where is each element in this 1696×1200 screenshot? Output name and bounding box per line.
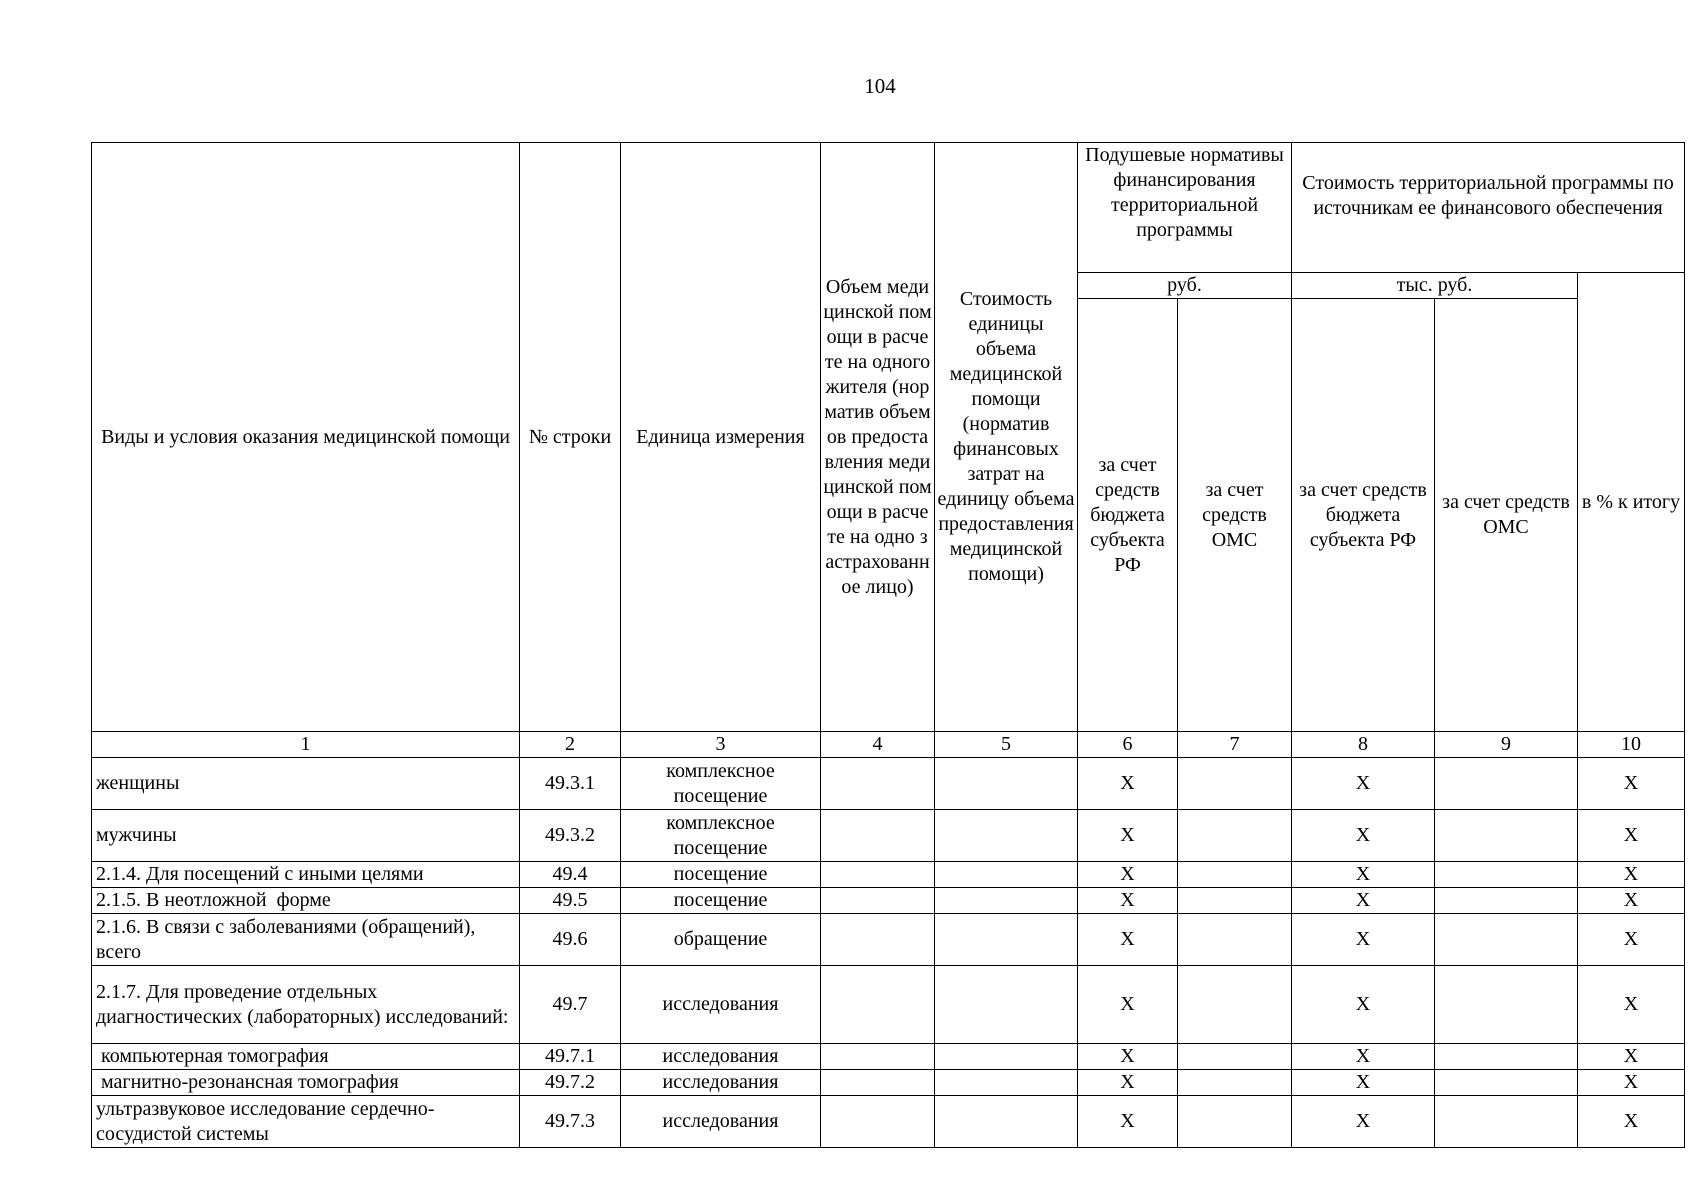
row-col10: Х <box>1578 862 1685 888</box>
row-col7 <box>1178 914 1292 966</box>
row-col7 <box>1178 758 1292 810</box>
row-unit-cost <box>935 1070 1078 1096</box>
row-volume <box>821 1070 935 1096</box>
row-name: ультразвуковое исследование сердечно-сосудистой системы <box>92 1096 520 1148</box>
row-name: женщины <box>92 758 520 810</box>
row-col10: Х <box>1578 1044 1685 1070</box>
header-col8: за счет средств бюджета субъекта РФ <box>1292 299 1435 732</box>
row-line-number: 49.5 <box>520 888 621 914</box>
program-cost-table <box>91 142 1685 1148</box>
col-number: 4 <box>821 732 935 758</box>
row-col8: Х <box>1292 810 1435 862</box>
col-number: 7 <box>1178 732 1292 758</box>
row-col10: Х <box>1578 1096 1685 1148</box>
row-col10: Х <box>1578 914 1685 966</box>
row-name: магнитно-резонансная томография <box>92 1070 520 1096</box>
row-col6: Х <box>1078 966 1178 1044</box>
row-col8: Х <box>1292 758 1435 810</box>
row-col8: Х <box>1292 1070 1435 1096</box>
table-row <box>92 888 1685 914</box>
row-name: компьютерная томография <box>92 1044 520 1070</box>
row-unit: комплексное посещение <box>621 758 821 810</box>
table-row <box>92 862 1685 888</box>
table-row <box>92 1070 1685 1096</box>
row-col6: Х <box>1078 810 1178 862</box>
row-col10: Х <box>1578 810 1685 862</box>
row-col9 <box>1435 914 1578 966</box>
row-col10: Х <box>1578 758 1685 810</box>
row-name: 2.1.5. В неотложной форме <box>92 888 520 914</box>
row-col6: Х <box>1078 1044 1178 1070</box>
row-col9 <box>1435 1044 1578 1070</box>
row-col10: Х <box>1578 1070 1685 1096</box>
row-unit-cost <box>935 1096 1078 1148</box>
row-unit: посещение <box>621 862 821 888</box>
row-volume <box>821 914 935 966</box>
col-number: 8 <box>1292 732 1435 758</box>
row-col10: Х <box>1578 966 1685 1044</box>
row-line-number: 49.3.2 <box>520 810 621 862</box>
row-col8: Х <box>1292 862 1435 888</box>
header-unit-cost: Стоимость единицы объема медицинской помощи (норматив финансовых затрат на единицу объема предоставления медицинской помощи) <box>935 143 1078 732</box>
row-col7 <box>1178 966 1292 1044</box>
header-percent-total: в % к итогу <box>1578 273 1685 732</box>
row-name: мужчины <box>92 810 520 862</box>
row-unit-cost <box>935 758 1078 810</box>
row-col6: Х <box>1078 1096 1178 1148</box>
row-col7 <box>1178 810 1292 862</box>
row-unit-cost <box>935 1044 1078 1070</box>
header-unit-rub: руб. <box>1078 273 1292 299</box>
header-program-cost: Стоимость территориальной программы по источникам ее финансового обеспечения <box>1292 143 1685 273</box>
row-name: 2.1.6. В связи с заболеваниями (обращений), всего <box>92 914 520 966</box>
row-col9 <box>1435 966 1578 1044</box>
header-col7: за счет средств ОМС <box>1178 299 1292 732</box>
row-volume <box>821 888 935 914</box>
row-col9 <box>1435 862 1578 888</box>
header-line-number: № строки <box>520 143 621 732</box>
row-volume <box>821 810 935 862</box>
header-unit: Единица измерения <box>621 143 821 732</box>
table-row <box>92 914 1685 966</box>
col-number: 3 <box>621 732 821 758</box>
row-volume <box>821 1044 935 1070</box>
row-volume <box>821 758 935 810</box>
col-number: 1 <box>92 732 520 758</box>
row-col7 <box>1178 1096 1292 1148</box>
row-line-number: 49.4 <box>520 862 621 888</box>
header-col6: за счет средств бюджета субъекта РФ <box>1078 299 1178 732</box>
row-col8: Х <box>1292 888 1435 914</box>
row-col7 <box>1178 862 1292 888</box>
header-unit-thousand-rub: тыс. руб. <box>1292 273 1578 299</box>
row-volume <box>821 1096 935 1148</box>
header-per-capita-norms: Подушевые нормативы финансирования территориальной программы <box>1078 143 1292 273</box>
row-col8: Х <box>1292 1096 1435 1148</box>
table-row <box>92 810 1685 862</box>
header-kinds-of-care: Виды и условия оказания медицинской помощи <box>92 143 520 732</box>
row-unit: исследования <box>621 1044 821 1070</box>
row-line-number: 49.7.1 <box>520 1044 621 1070</box>
row-col9 <box>1435 1070 1578 1096</box>
column-numbers-row <box>92 732 1685 758</box>
row-col6: Х <box>1078 914 1178 966</box>
page-number: 104 <box>864 74 896 98</box>
table-row <box>92 966 1685 1044</box>
row-col7 <box>1178 1070 1292 1096</box>
row-unit: исследования <box>621 1096 821 1148</box>
row-name: 2.1.4. Для посещений с иными целями <box>92 862 520 888</box>
row-volume <box>821 966 935 1044</box>
row-name: 2.1.7. Для проведение отдельных диагностических (лабораторных) исследований: <box>92 966 520 1044</box>
row-col9 <box>1435 810 1578 862</box>
row-volume <box>821 862 935 888</box>
header-volume: Объем медицинской помощи в расчете на одного жителя (норматив объемов предоставления медицинской помощи в расчете на одно застрахованное лицо) <box>821 143 935 732</box>
row-col6: Х <box>1078 758 1178 810</box>
row-unit: обращение <box>621 914 821 966</box>
col-number: 2 <box>520 732 621 758</box>
row-line-number: 49.7 <box>520 966 621 1044</box>
row-unit: исследования <box>621 966 821 1044</box>
row-unit-cost <box>935 810 1078 862</box>
row-col8: Х <box>1292 966 1435 1044</box>
row-col6: Х <box>1078 888 1178 914</box>
col-number: 10 <box>1578 732 1685 758</box>
row-col9 <box>1435 1096 1578 1148</box>
row-unit-cost <box>935 862 1078 888</box>
row-col8: Х <box>1292 1044 1435 1070</box>
row-unit-cost <box>935 914 1078 966</box>
header-col9: за счет средств ОМС <box>1435 299 1578 732</box>
table-row <box>92 1096 1685 1148</box>
row-col6: Х <box>1078 1070 1178 1096</box>
table-row <box>92 758 1685 810</box>
row-col9 <box>1435 758 1578 810</box>
col-number: 6 <box>1078 732 1178 758</box>
row-line-number: 49.7.3 <box>520 1096 621 1148</box>
row-unit-cost <box>935 966 1078 1044</box>
row-col7 <box>1178 888 1292 914</box>
col-number: 5 <box>935 732 1078 758</box>
table-row <box>92 1044 1685 1070</box>
col-number: 9 <box>1435 732 1578 758</box>
row-line-number: 49.6 <box>520 914 621 966</box>
row-unit: комплексное посещение <box>621 810 821 862</box>
row-col6: Х <box>1078 862 1178 888</box>
row-unit: посещение <box>621 888 821 914</box>
row-col7 <box>1178 1044 1292 1070</box>
row-line-number: 49.3.1 <box>520 758 621 810</box>
row-col9 <box>1435 888 1578 914</box>
row-col10: Х <box>1578 888 1685 914</box>
row-unit-cost <box>935 888 1078 914</box>
row-line-number: 49.7.2 <box>520 1070 621 1096</box>
header-row <box>92 143 1685 273</box>
row-col8: Х <box>1292 914 1435 966</box>
row-unit: исследования <box>621 1070 821 1096</box>
